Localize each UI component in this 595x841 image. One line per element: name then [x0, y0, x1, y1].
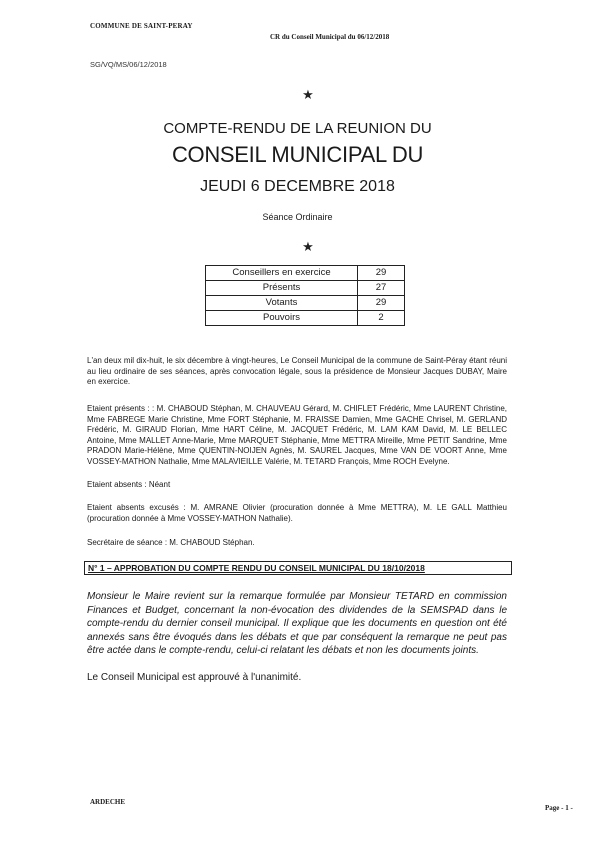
commune-header: COMMUNE DE SAINT-PERAY [90, 22, 193, 30]
table-row [206, 311, 405, 326]
page-number: Page - 1 - [545, 804, 573, 812]
secretary-paragraph: Secrétaire de séance : M. CHABOUD Stéphan. [87, 538, 255, 547]
stat-label: Pouvoirs [206, 311, 358, 326]
section-heading-box [84, 561, 512, 575]
stat-label: Conseillers en exercice [206, 266, 358, 281]
stat-label: Présents [206, 281, 358, 296]
intro-paragraph: L'an deux mil dix-huit, le six décembre à vingt-heures, Le Conseil Municipal de la commune de Saint-Péray étant réuni au lieu ordinaire de ses séances, après convocation légale, sous la présidence de Monsieur Jacques DUBAY, Maire en exercice. [87, 356, 507, 386]
table-row [206, 296, 405, 311]
seance-type: Séance Ordinaire [262, 212, 333, 222]
stat-value: 2 [358, 311, 405, 326]
title-line-1: COMPTE-RENDU DE LA REUNION DU [163, 120, 432, 137]
star-ornament-icon: ★ [302, 87, 314, 102]
cr-header: CR du Conseil Municipal du 06/12/2018 [270, 33, 390, 41]
footer-department: ARDECHE [90, 798, 126, 806]
section-discussion: Monsieur le Maire revient sur la remarque formulée par Monsieur TETARD en commission Finances et Budget, concernant la non-évocation des dividendes de la SEMSPAD dans le compte-rendu du dernier conseil municipal. Il explique que les documents en question ont été annexés sans être évoqués dans les débats et que par conséquent la remarque ne peut pas être actée dans le compte-rendu, celui-ci relatant les débats et non les documents joints. [87, 591, 507, 656]
absents-paragraph: Etaient absents : Néant [87, 480, 171, 489]
title-line-3: JEUDI 6 DECEMBRE 2018 [200, 178, 395, 195]
excuses-paragraph: Etaient absents excusés : M. AMRANE Olivier (procuration donnée à Mme METTRA), M. LE GALL Matthieu (procuration donnée à Mme VOSSEY-MATHON Nathalie). [87, 503, 507, 523]
approval-statement: Le Conseil Municipal est approuvé à l'unanimité. [87, 672, 302, 683]
presents-paragraph: Etaient présents : : M. CHABOUD Stéphan, M. CHAUVEAU Gérard, M. CHIFLET Frédéric, Mme LAURENT Christine, Mme FABREGE Marie Christine, Mme FORT Stéphanie, M. FRAISSE Damien, Mme GACHE Chrisel, M. GERLAND Frédéric, M. GIRAUD Florian, Mme HART Céline, M. JACQUET Frédéric, M. LAM KAM David, M. LE BELLEC Antoine, Mme MALLET Anne-Marie, Mme MARQUET Stéphanie, Mme METTRA Mireille, Mme PETIT Sandrine, Mme PRADON Marie-Hélène, Mme QUENTIN-NOIJEN Agnès, M. SAUREL Jacques, Mme VAN DE VOORT Anne, Mme VOSSEY-MATHON Nathalie, Mme MALAVIEILLE Valérie, M. TETARD François, Mme ROCH Evelyne. [87, 404, 507, 466]
table-row [206, 281, 405, 296]
stat-value: 29 [358, 296, 405, 311]
star-ornament-icon: ★ [302, 239, 314, 254]
stat-value: 29 [358, 266, 405, 281]
stat-label: Votants [206, 296, 358, 311]
section-title: N° 1 – APPROBATION DU COMPTE RENDU DU CONSEIL MUNICIPAL DU 18/10/2018 [88, 563, 425, 573]
attendance-table [205, 265, 405, 326]
title-line-2: CONSEIL MUNICIPAL DU [171, 142, 424, 167]
stat-value: 27 [358, 281, 405, 296]
document-reference: SG/VQ/MS/06/12/2018 [90, 60, 167, 69]
table-row [206, 266, 405, 281]
